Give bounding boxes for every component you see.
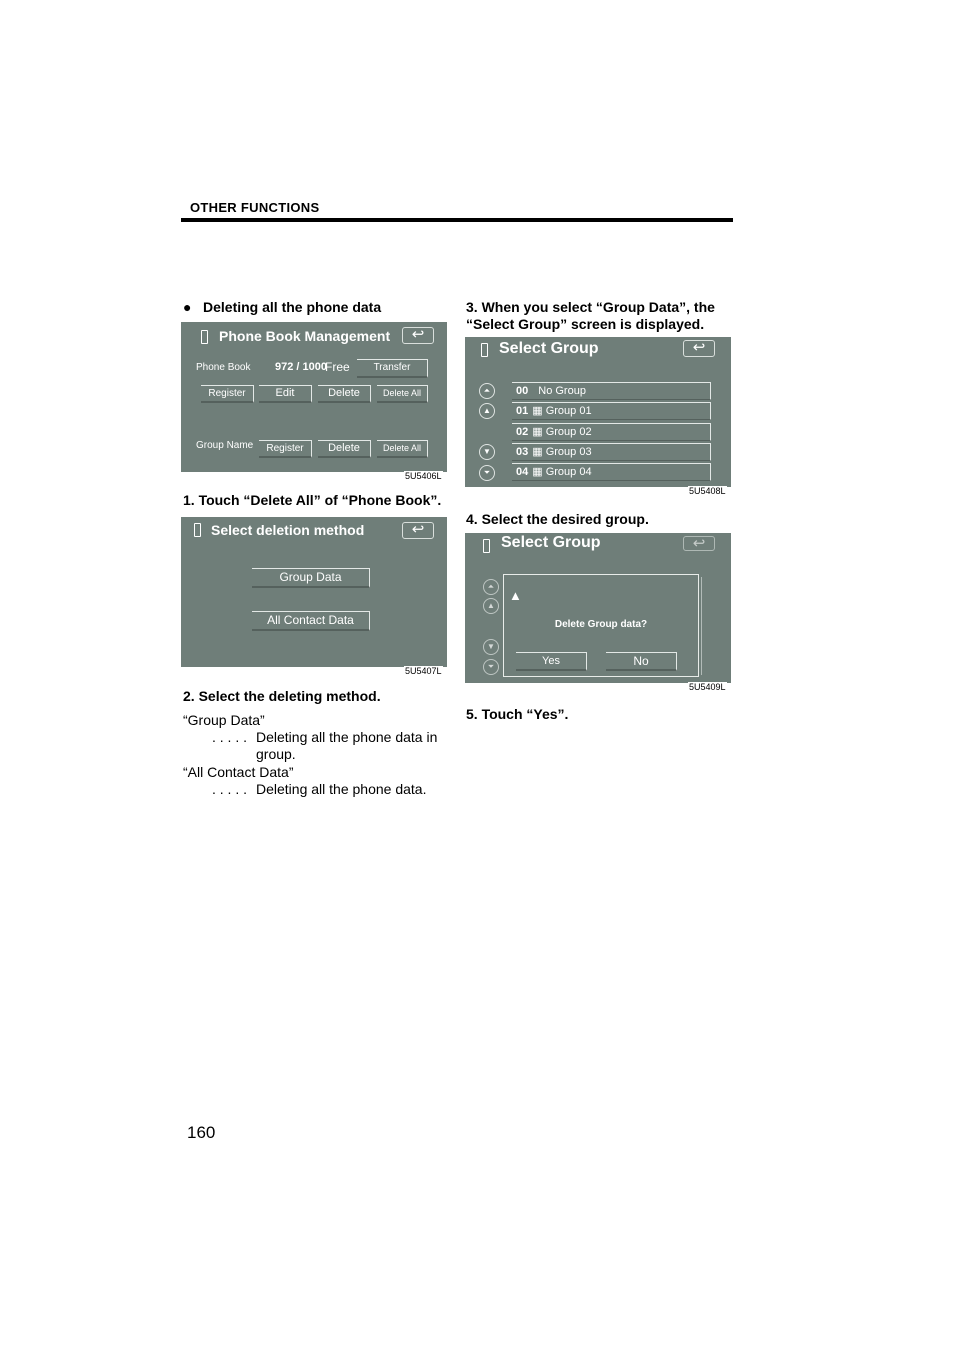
group-number: 00: [516, 385, 529, 397]
phone-icon: [201, 330, 208, 344]
group-row[interactable]: 02 ▦ Group 02: [512, 423, 711, 441]
page-up-icon[interactable]: ⏶: [479, 383, 495, 399]
group-name-label: Group Name: [196, 440, 254, 451]
group-name: No Group: [538, 385, 586, 397]
page-number: 160: [187, 1123, 216, 1142]
entry-count: 972 / 1000: [275, 361, 327, 373]
group-register-button[interactable]: Register: [259, 440, 312, 458]
step-2: 2. Select the deleting method.: [183, 688, 381, 704]
phone-icon: [483, 539, 490, 553]
page-up-icon: ⏶: [483, 579, 499, 595]
page-down-icon: ⏷: [483, 659, 499, 675]
group-data-button[interactable]: Group Data: [252, 568, 370, 588]
step-1: 1. Touch “Delete All” of “Phone Book”.: [183, 492, 442, 508]
group-delete-all-button[interactable]: Delete All: [377, 440, 428, 458]
image-code: 5U5406L: [405, 471, 442, 481]
back-button: [683, 536, 715, 551]
section-title: OTHER FUNCTIONS: [190, 200, 320, 215]
transfer-button[interactable]: Transfer: [357, 359, 428, 378]
group-number: 04: [516, 466, 529, 478]
definition-term: “Group Data”: [183, 712, 265, 728]
dialog-message: Delete Group data?: [554, 619, 648, 630]
select-deletion-method-screen: [181, 517, 447, 667]
warning-icon: ▲: [509, 588, 522, 603]
step-5: 5. Touch “Yes”.: [466, 706, 569, 722]
return-arrow-icon: ↩: [692, 339, 706, 356]
yes-button[interactable]: Yes: [516, 652, 587, 671]
step-3: 3. When you select “Group Data”, the “Select Group” screen is displayed.: [466, 299, 715, 332]
select-group-screen: [465, 337, 731, 487]
delete-group-confirm-screen: [465, 533, 731, 683]
screen-title: Phone Book Management: [219, 328, 391, 344]
step-4: 4. Select the desired group.: [466, 511, 649, 527]
back-button[interactable]: [402, 522, 434, 539]
return-arrow-icon: ↩: [692, 535, 706, 552]
bullet-heading: Deleting all the phone data: [203, 299, 382, 315]
group-row[interactable]: [512, 382, 711, 400]
screen-title: Select Group: [499, 340, 599, 357]
back-button[interactable]: [683, 340, 715, 357]
definition-dots: . . . . .: [212, 729, 248, 745]
delete-button[interactable]: Delete: [318, 385, 371, 403]
no-button[interactable]: No: [606, 652, 677, 671]
scroll-up-icon[interactable]: ▲: [479, 403, 495, 419]
scroll-up-icon: ▲: [483, 598, 499, 614]
phone-icon: [194, 523, 201, 537]
phone-book-management-screen: [181, 322, 447, 472]
delete-all-button[interactable]: Delete All: [377, 385, 428, 403]
definition-term: “All Contact Data”: [183, 764, 294, 780]
group-number: 02: [516, 426, 529, 438]
return-arrow-icon: ↩: [411, 521, 425, 538]
definition-dots: . . . . .: [212, 781, 248, 797]
all-contact-data-button[interactable]: All Contact Data: [252, 611, 370, 631]
screen-title: Select Group: [501, 534, 601, 551]
back-button[interactable]: [402, 327, 434, 344]
scroll-down-icon[interactable]: ▼: [479, 444, 495, 460]
group-name: Group 01: [545, 405, 592, 417]
group-name: Group 03: [545, 446, 592, 458]
image-code: 5U5408L: [689, 486, 726, 496]
bullet-icon: ●: [183, 299, 192, 315]
register-button[interactable]: Register: [201, 385, 254, 403]
list-rows-behind-dialog: [701, 577, 714, 675]
group-row[interactable]: 04 ▦ Group 04: [512, 463, 711, 481]
group-name: Group 02: [545, 426, 592, 438]
phone-icon: [481, 343, 488, 357]
phone-book-label: Phone Book: [196, 362, 251, 373]
header-rule: [181, 218, 733, 222]
image-code: 5U5407L: [405, 666, 442, 676]
group-row[interactable]: 01 ▦ Group 01: [512, 402, 711, 420]
scroll-down-icon: ▼: [483, 639, 499, 655]
group-row[interactable]: 03 ▦ Group 03: [512, 443, 711, 461]
free-label: Free: [325, 360, 350, 374]
definition-desc: Deleting all the phone data.: [256, 781, 427, 797]
group-number: 03: [516, 446, 529, 458]
return-arrow-icon: ↩: [411, 326, 425, 343]
confirm-dialog: [503, 574, 699, 677]
page-down-icon[interactable]: ⏷: [479, 465, 495, 481]
group-name: Group 04: [545, 466, 592, 478]
definition-desc: Deleting all the phone data in group.: [256, 729, 438, 762]
group-delete-button[interactable]: Delete: [318, 440, 371, 458]
image-code: 5U5409L: [689, 682, 726, 692]
edit-button[interactable]: Edit: [259, 385, 312, 403]
screen-title: Select deletion method: [211, 522, 365, 538]
group-number: 01: [516, 405, 529, 417]
